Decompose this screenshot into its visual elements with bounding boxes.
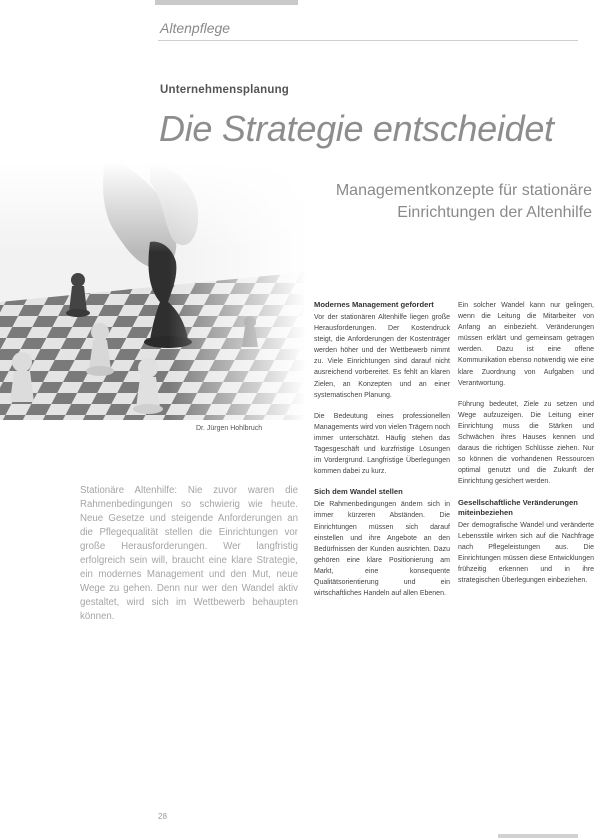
subtitle-line-1: Managementkonzepte für stationäre	[335, 182, 592, 199]
subheading-society: Gesellschaftliche Veränderungen miteinbeziehen	[458, 497, 578, 517]
intro-paragraph: Stationäre Altenhilfe: Nie zuvor waren die Rahmenbedingungen so schwierig wie heute. Neue Gesetze und steigende Anforderungen an die Pflegequalität stellen die Einrichtungen vor große Herausforderungen. Wer langfristig erfolgreich sein will, braucht eine klare Strategie, ein modernes Management und den Mut, neue Wege zu gehen. Denn nur wer den Wandel aktiv gestaltet, wird sich im Wettbewerb behaupten können.	[80, 485, 298, 622]
page-number: 28	[158, 812, 167, 821]
body-paragraph: Der demografische Wandel und veränderte Lebensstile wirken sich auf die Nachfrage nach Pflegeleistungen aus. Die Einrichtungen müssen diese Entwicklungen frühzeitig erkennen und in ihre strategischen Überlegungen einbeziehen.	[458, 521, 594, 584]
article-kicker: Unternehmensplanung	[160, 84, 290, 96]
subheading-modern-management: Modernes Management gefordert	[314, 300, 434, 309]
chess-photo	[0, 162, 306, 420]
body-paragraph: Vor der stationären Altenhilfe liegen große Herausforderungen. Der Kostendruck steigt, die Anforderungen der Kostenträger werden höher und der Wettbewerb nimmt zu. Viele Einrichtungen sind darauf nicht ausreichend vorbereitet. Es fehlt an klaren Zielen, an Konzepten und an einer systematischen Planung.	[314, 314, 450, 399]
article-title: Die Strategie entscheidet	[159, 108, 554, 149]
subheading-change: Sich dem Wandel stellen	[314, 487, 403, 497]
body-column-1	[314, 300, 450, 609]
section-label: Altenpflege	[160, 20, 231, 36]
section-rule	[158, 40, 578, 41]
body-paragraph: Die Rahmenbedingungen ändern sich in immer kürzeren Abständen. Die Einrichtungen müssen sich darauf einstellen und ihre Angebote an den Bedürfnissen der Kunden ausrichten. Dazu gehören eine klare Positionierung am Markt, eine konsequente Qualitätsorientierung und ein wirtschaftliches Handeln auf allen Ebenen.	[314, 501, 450, 598]
body-paragraph: Führung bedeutet, Ziele zu setzen und Wege aufzuzeigen. Die Leitung einer Einrichtung muss die Stärken und Schwächen ihres Hauses kennen und daraus die richtigen Schlüsse ziehen. Nur so können die vorhandenen Ressourcen optimal genutzt und die Zukunft der Einrichtung gesichert werden.	[458, 400, 594, 486]
header-bar	[155, 0, 298, 5]
author-caption: Dr. Jürgen Hohlbruch	[196, 425, 263, 432]
body-paragraph: Ein solcher Wandel kann nur gelingen, wenn die Leitung die Mitarbeiter von Anfang an einbezieht. Veränderungen müssen erklärt und gemeinsam getragen werden. Dazu ist eine offene Kommunikation ebenso notwendig wie eine klare Zuordnung von Aufgaben und Verantwortung.	[458, 302, 594, 387]
article-subtitle	[336, 180, 592, 224]
subtitle-line-2: Einrichtungen der Altenhilfe	[397, 204, 592, 221]
body-paragraph: Die Bedeutung eines professionellen Managements wird von vielen Trägern noch immer unterschätzt. Häufig stehen das Tagesgeschäft und kurzfristige Lösungen im Vordergrund. Langfristige Überlegungen kommen dabei zu kurz.	[314, 412, 450, 476]
body-column-2	[458, 300, 594, 596]
footer-bar	[498, 834, 578, 838]
